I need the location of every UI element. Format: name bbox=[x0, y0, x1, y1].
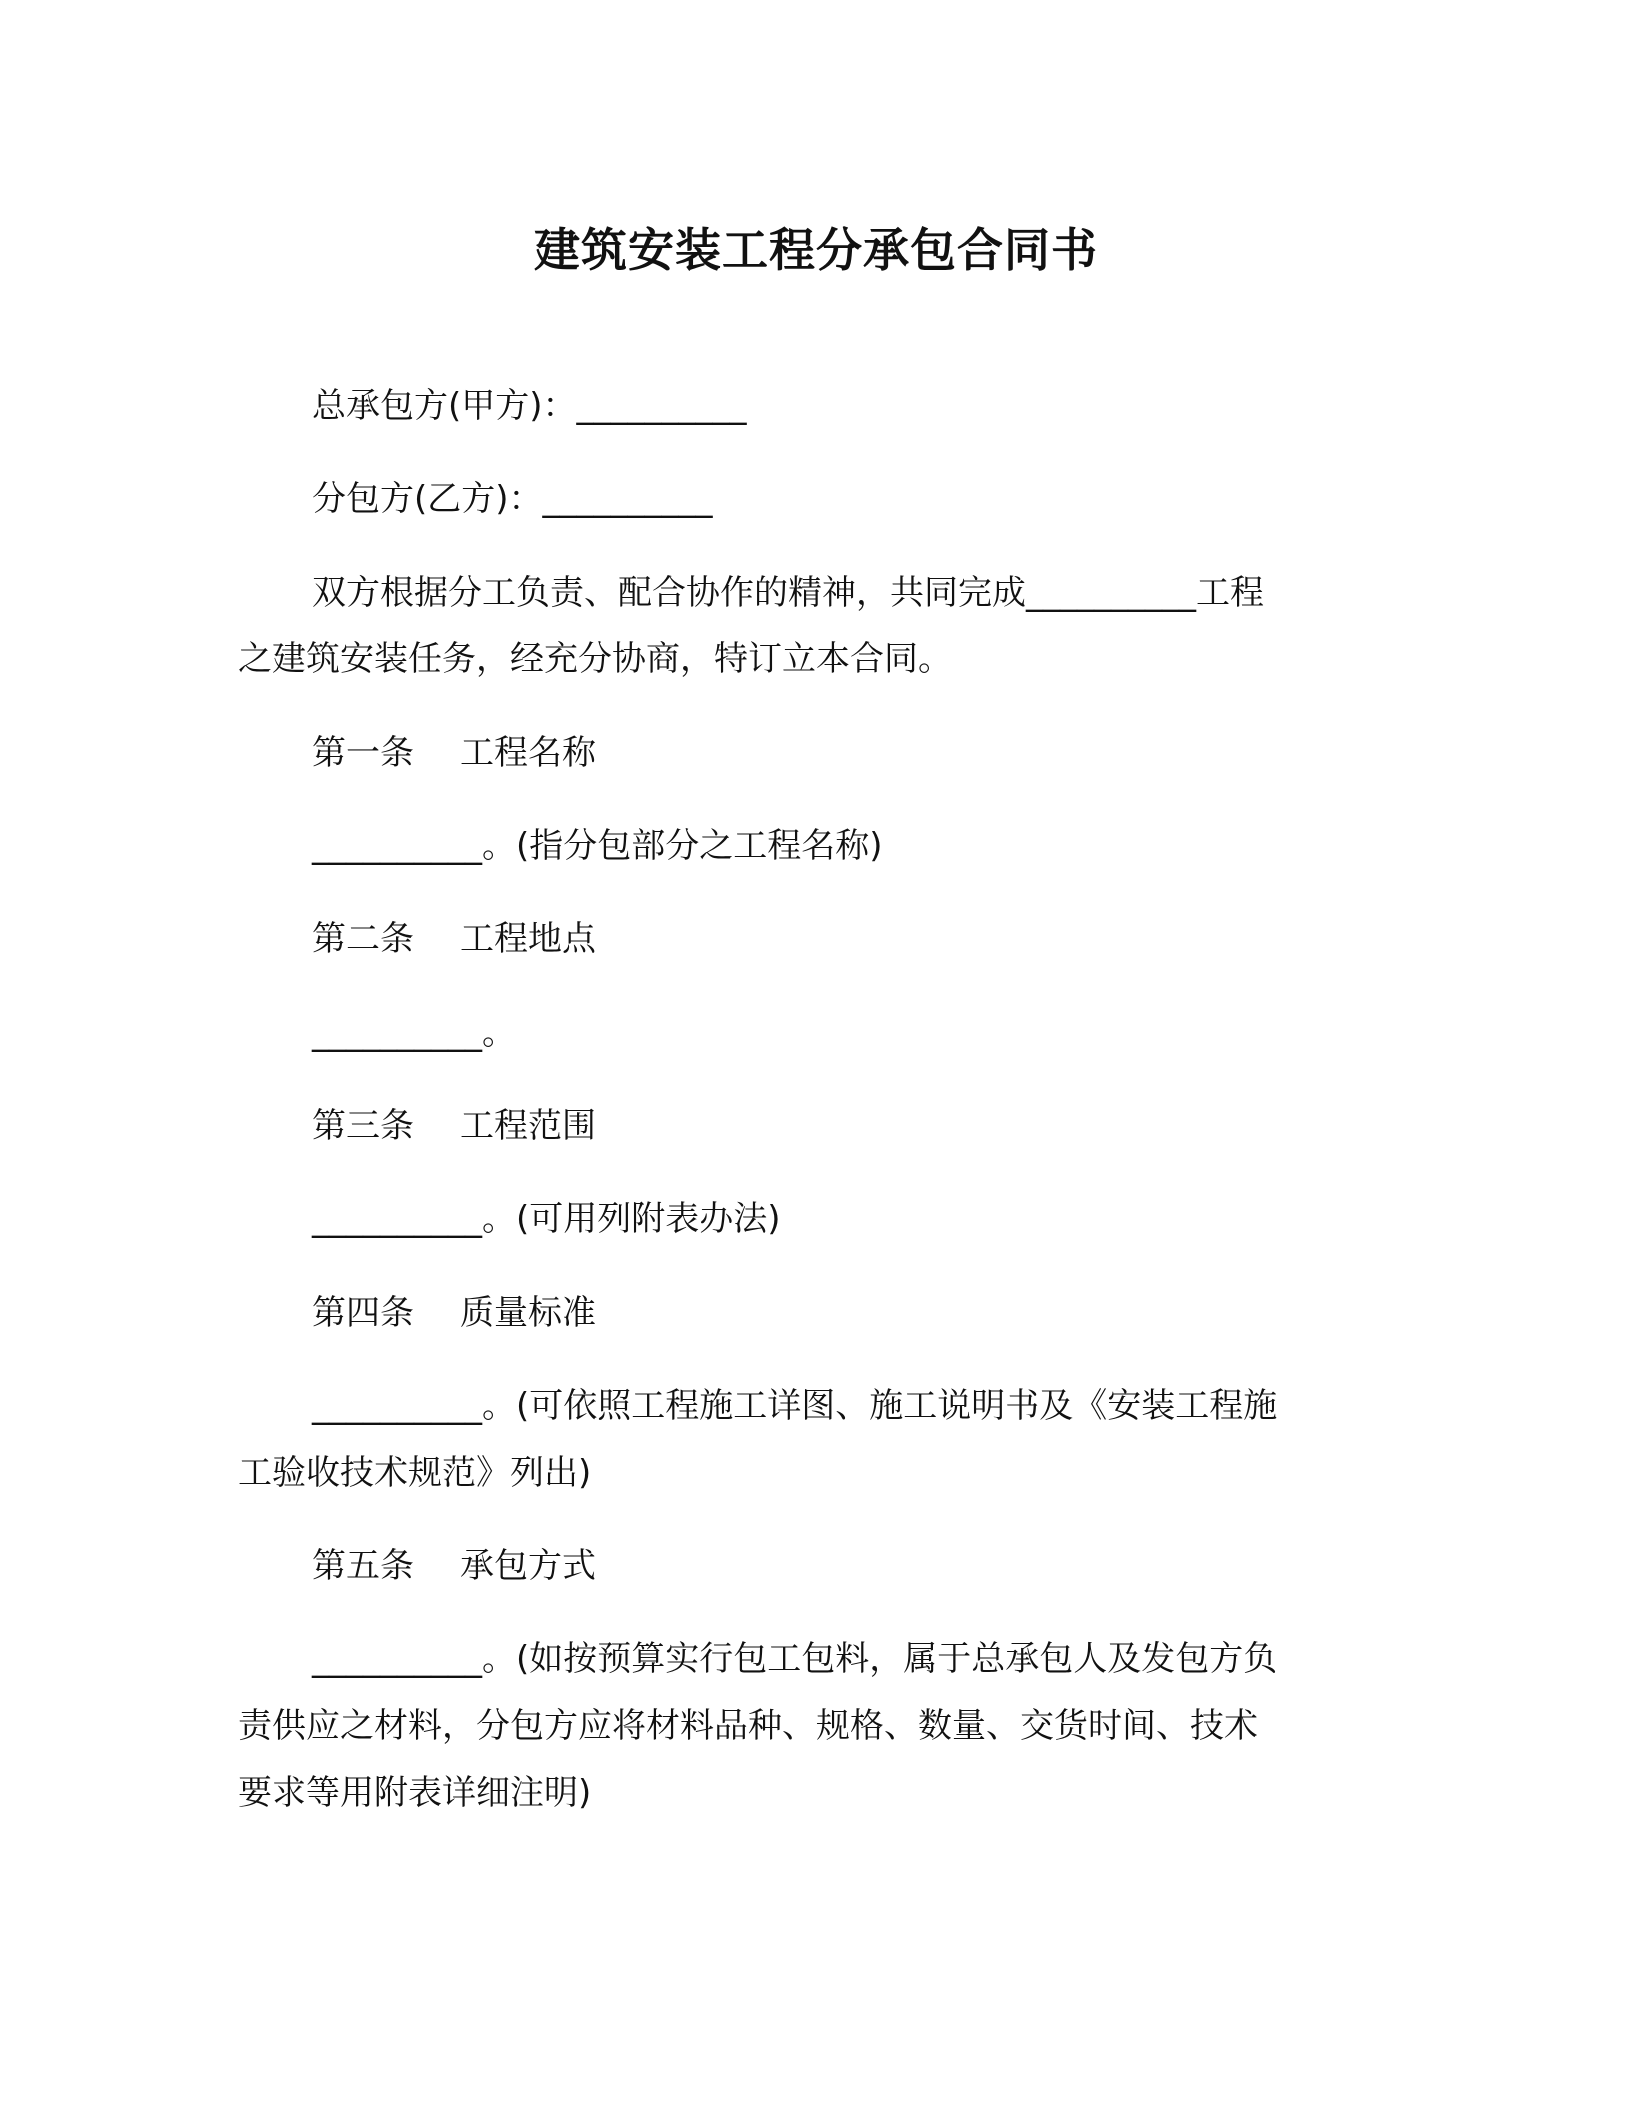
article-5-body-line-3: 要求等用附表详细注明) bbox=[238, 1773, 592, 1813]
article-5-heading bbox=[312, 1544, 596, 1588]
preamble-line-1: 双方根据分工负责、配合协作的精神，共同完成__________工程 bbox=[312, 573, 1264, 613]
article-4-title: 质量标准 bbox=[460, 1293, 596, 1333]
article-3-title: 工程范围 bbox=[460, 1106, 596, 1146]
article-1-heading bbox=[312, 731, 596, 775]
article-5-body-line-1: __________。(如按预算实行包工包料，属于总承包人及发包方负 bbox=[312, 1639, 1278, 1679]
article-1-number: 第一条 bbox=[312, 733, 414, 773]
article-5-title: 承包方式 bbox=[460, 1546, 596, 1586]
preamble-line-2: 之建筑安装任务，经充分协商，特订立本合同。 bbox=[238, 639, 952, 679]
article-1-body: __________。(指分包部分之工程名称) bbox=[312, 826, 883, 866]
article-3-number: 第三条 bbox=[312, 1106, 414, 1146]
article-4-body-line-2: 工验收技术规范》列出) bbox=[238, 1453, 592, 1493]
article-2-title: 工程地点 bbox=[460, 919, 596, 959]
article-3-heading bbox=[312, 1104, 596, 1148]
article-2-body: __________。 bbox=[312, 1013, 516, 1053]
article-5-number: 第五条 bbox=[312, 1546, 414, 1586]
article-4-body-line-1: __________。(可依照工程施工详图、施工说明书及《安装工程施 bbox=[312, 1386, 1278, 1426]
document-title: 建筑安装工程分承包合同书 bbox=[534, 223, 1098, 277]
party-a-line: 总承包方(甲方)：__________ bbox=[312, 386, 747, 426]
article-4-number: 第四条 bbox=[312, 1293, 414, 1333]
party-b-line: 分包方(乙方)：__________ bbox=[312, 479, 713, 519]
article-2-heading bbox=[312, 917, 596, 961]
article-1-title: 工程名称 bbox=[460, 733, 596, 773]
article-4-heading bbox=[312, 1291, 596, 1335]
article-3-body: __________。(可用列附表办法) bbox=[312, 1199, 781, 1239]
article-5-body-line-2: 责供应之材料，分包方应将材料品种、规格、数量、交货时间、技术 bbox=[238, 1706, 1258, 1746]
article-2-number: 第二条 bbox=[312, 919, 414, 959]
